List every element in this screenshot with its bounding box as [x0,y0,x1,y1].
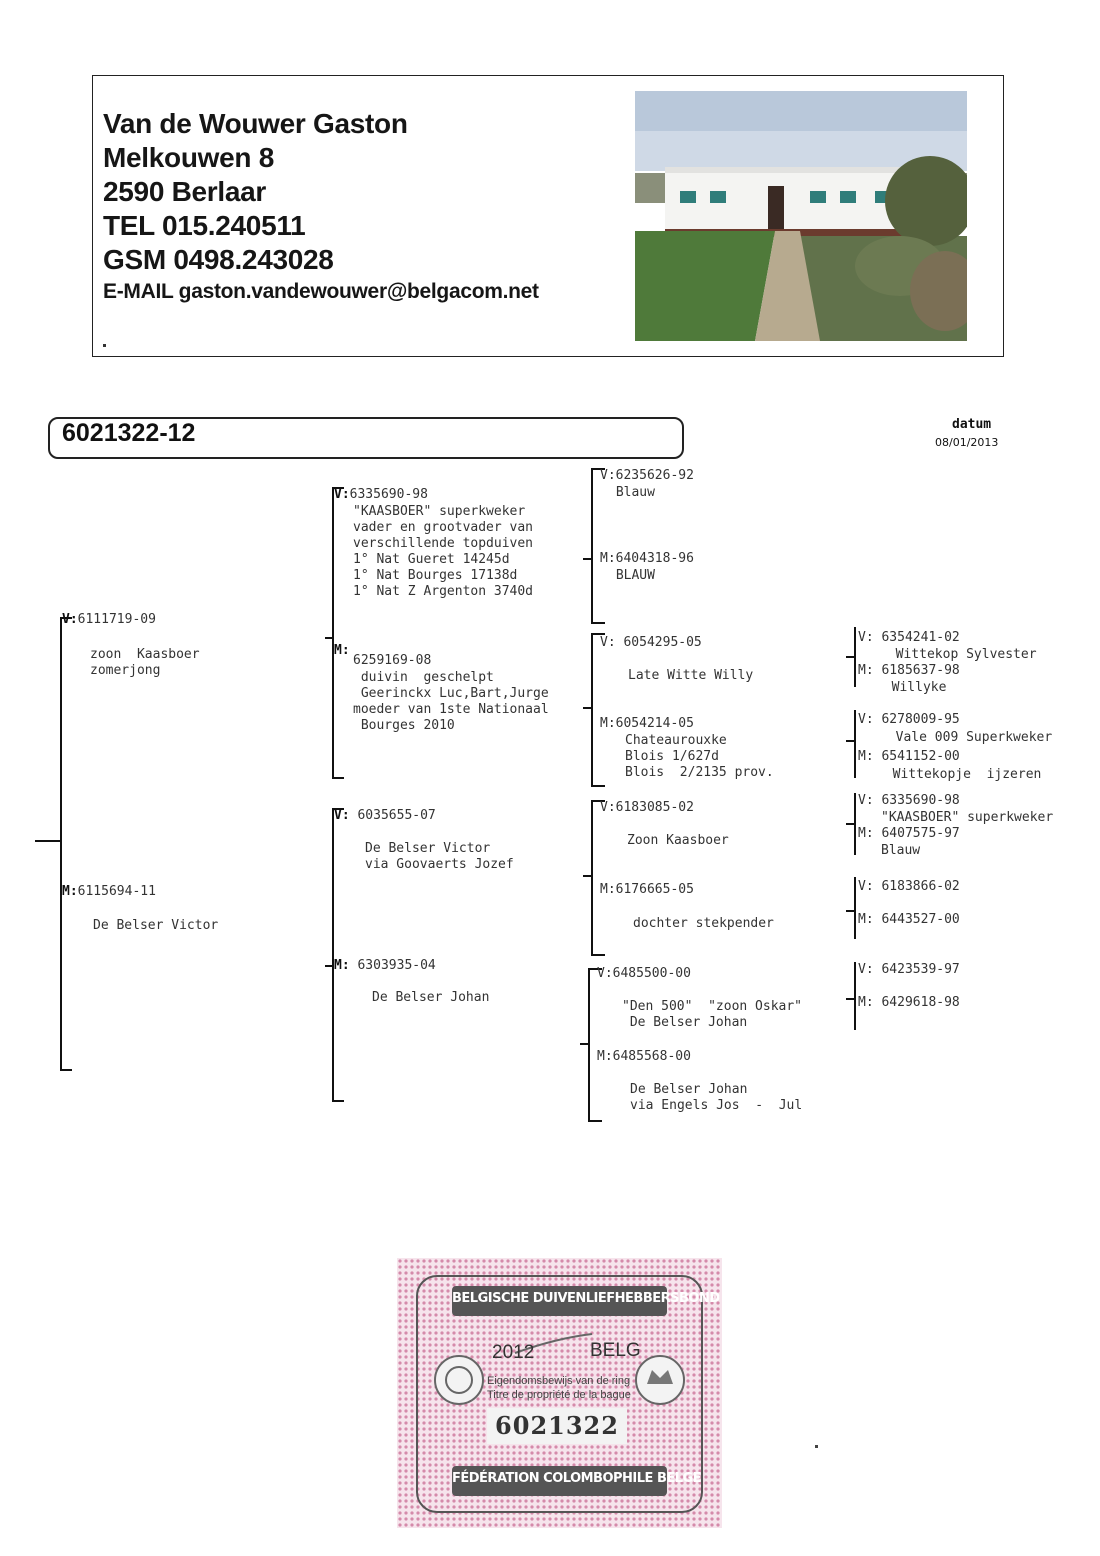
owner-email: E-MAIL gaston.vandewouwer@belgacom.net [103,280,539,303]
gen1-bracket [60,617,72,1071]
owner-city: 2590 Berlaar [103,176,266,207]
dam-notes: De Belser Victor [93,918,219,933]
gen2-dam-connector [325,965,332,967]
sire-ring: 6111719-09 [77,612,156,627]
sire-notes: zoon Kaasboer zomerjong [90,647,200,678]
ds-prefix: V: [334,808,350,823]
g4-4-v: V: 6423539-97 [858,962,960,977]
loft-photo [635,91,967,341]
ddd-notes: De Belser Johan via Engels Jos - Jul [630,1082,803,1113]
g4-1-v: V: 6278009-95 [858,712,960,727]
dss-prefix: V: [600,800,616,815]
gen4-connector-3 [846,823,854,825]
ddd-entry [597,1049,691,1065]
ddd-prefix: M: [597,1049,613,1064]
cert-line1: Eigendomsbewijs van de ring [487,1375,631,1387]
ownership-certificate [397,1258,722,1528]
sd-entry [334,643,350,659]
gen3-bracket-3 [591,800,605,956]
gen2-sire-bracket [332,487,344,779]
g4-2-v-note: "KAASBOER" superkweker [881,810,1054,825]
g4-0-m-note: Willyke [876,680,947,695]
dds-prefix: V: [597,966,613,981]
gen3-bracket-2 [591,633,605,787]
cert-line2: Titre de propriété de la bague [487,1389,631,1401]
dsd-notes: dochter stekpender [633,916,774,931]
sdd-ring: 6054214-05 [615,716,694,731]
g4-3-m: M: 6443527-00 [858,912,960,927]
dss-entry [600,800,694,816]
gen3-connector-1 [583,558,591,560]
owner-street: Melkouwen 8 [103,142,274,173]
sd-prefix: M: [334,643,350,658]
gen3-bracket-1 [591,468,605,624]
gen4-bracket-1 [854,627,856,687]
gen4-bracket-5 [854,962,856,1030]
gen3-connector-4 [580,1043,588,1045]
g4-1-v-note: Vale 009 Superkweker [880,730,1053,745]
ss-ring: 6335690-98 [349,487,428,502]
ss-prefix: V: [334,487,350,502]
ss-entry [334,487,428,503]
owner-name: Van de Wouwer Gaston [103,108,408,139]
datum-label: datum [952,417,992,432]
sd-ring: 6259169-08 [353,653,432,668]
gen2-sire-connector [325,637,332,639]
ssd-prefix: M: [600,551,616,566]
dd-entry [334,958,436,974]
ssd-ring: 6404318-96 [615,551,694,566]
cert-bottom-banner: FÉDÉRATION COLOMBOPHILE BELGE [452,1471,702,1486]
dds-entry [597,966,691,982]
sds-entry [600,635,702,651]
g4-0-v-note: Wittekop Sylvester [880,647,1037,662]
owner-gsm: GSM 0498.243028 [103,244,334,275]
ds-entry [334,808,436,824]
gen3-bracket-4 [588,968,602,1122]
sdd-notes: Chateaurouxke Blois 1/627d Blois 2/2135 prov. [625,733,774,780]
ds-notes: De Belser Victor via Goovaerts Jozef [365,841,514,872]
root-connector [35,840,60,842]
owner-tel: TEL 015.240511 [103,210,306,241]
ds-ring: 6035655-07 [349,808,436,823]
dsd-ring: 6176665-05 [615,882,694,897]
stray-dot-2 [815,1445,818,1448]
sss-entry [600,468,694,484]
g4-3-v: V: 6183866-02 [858,879,960,894]
sds-prefix: V: [600,635,616,650]
ddd-ring: 6485568-00 [612,1049,691,1064]
dam-ring: 6115694-11 [77,884,156,899]
g4-4-m: M: 6429618-98 [858,995,960,1010]
dsd-prefix: M: [600,882,616,897]
sds-notes: Late Witte Willy [628,668,754,683]
dd-prefix: M: [334,958,350,973]
cert-number: 6021322 [495,1411,619,1440]
sss-prefix: V: [600,468,616,483]
cert-year: 2012 [492,1342,535,1363]
datum-value: 08/01/2013 [935,436,999,449]
sss-notes: Blauw [608,485,655,500]
dd-ring: 6303935-04 [349,958,436,973]
g4-2-m: M: 6407575-97 [858,826,960,841]
gen3-connector-2 [583,707,591,709]
dam-prefix: M: [62,884,78,899]
dds-ring: 6485500-00 [612,966,691,981]
gen4-connector-2 [846,740,854,742]
sdd-entry [600,716,694,732]
ssd-entry [600,551,694,567]
gen4-bracket-2 [854,710,856,778]
g4-2-m-note: Blauw [881,843,921,858]
dss-ring: 6183085-02 [615,800,694,815]
ssd-notes: BLAUW [608,568,655,583]
sdd-prefix: M: [600,716,616,731]
sire-prefix: V: [62,612,78,627]
sds-ring: 6054295-05 [615,635,702,650]
sd-notes: duivin geschelpt Geerinckx Luc,Bart,Jurge moeder van 1ste Nationaal Bourges 2010 [353,670,549,733]
cert-country: BELG [590,1340,641,1361]
gen4-bracket-3 [854,793,856,855]
g4-2-v: V: 6335690-98 [858,793,960,808]
gen4-connector-5 [846,998,854,1000]
dam-entry [62,884,156,900]
gen4-connector-4 [846,910,854,912]
dsd-entry [600,882,694,898]
dss-notes: Zoon Kaasboer [627,833,729,848]
sss-ring: 6235626-92 [615,468,694,483]
gen2-dam-bracket [332,808,344,1102]
g4-1-m-note: Wittekopje ijzeren [877,767,1042,782]
g4-0-v: V: 6354241-02 [858,630,960,645]
g4-0-m: M: 6185637-98 [858,663,960,678]
ring-number: 6021322-12 [62,419,196,447]
gen4-bracket-4 [854,877,856,939]
dd-notes: De Belser Johan [372,990,490,1005]
stray-dot [103,344,106,347]
sire-entry [62,612,156,628]
gen4-connector-1 [846,656,854,658]
g4-1-m: M: 6541152-00 [858,749,960,764]
ss-notes: "KAASBOER" superkweker vader en grootvader van verschillende topduiven 1° Nat Gueret 14245d 1° Nat Bourges 17138d 1° Nat Z Argenton 3740d [353,504,534,599]
dds-notes: "Den 500" "zoon Oskar" De Belser Johan [622,999,803,1030]
cert-top-banner: BELGISCHE DUIVENLIEFHEBBERSBOND [452,1291,720,1306]
gen3-connector-3 [583,875,591,877]
